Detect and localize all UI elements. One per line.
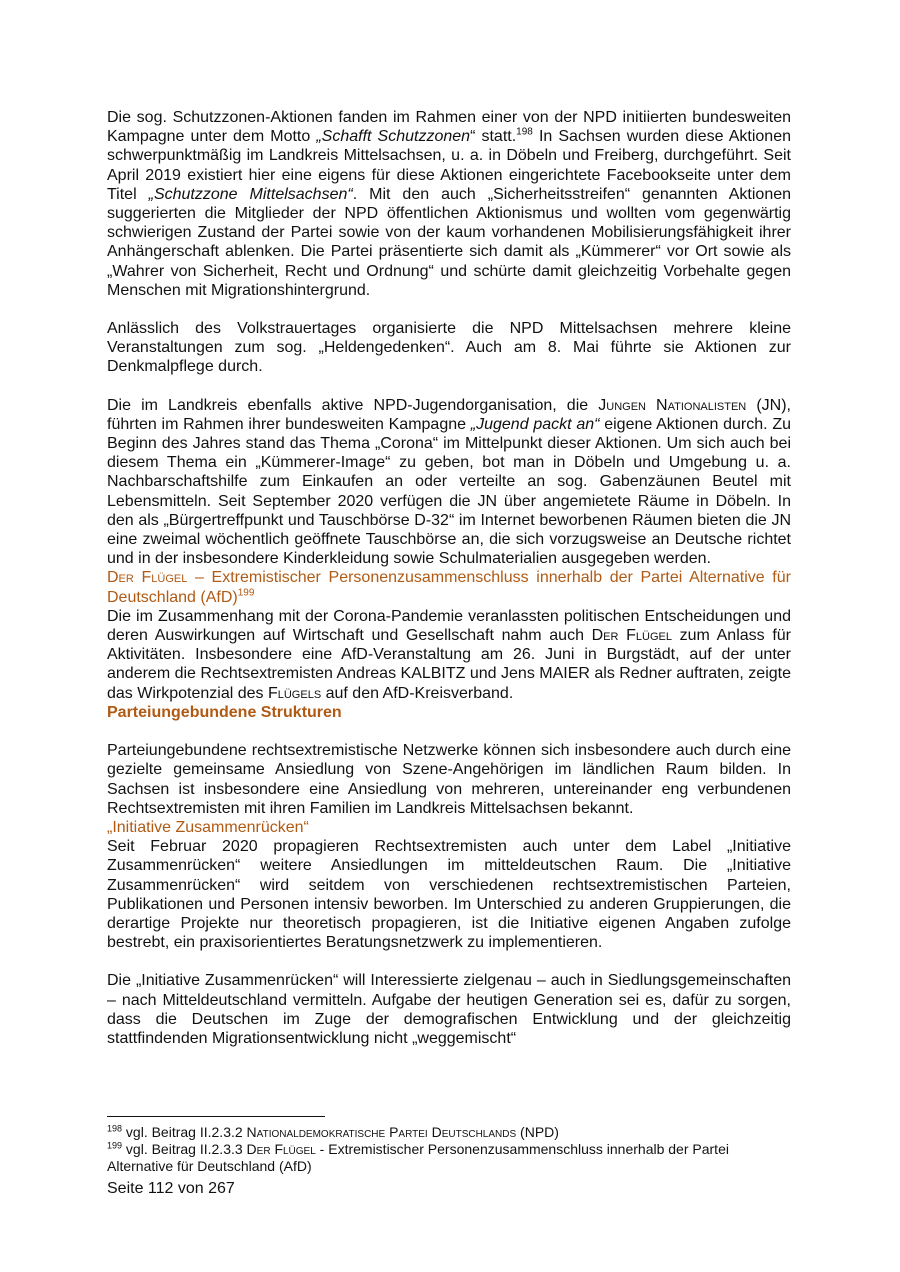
footnote-ref-199[interactable]: 199 xyxy=(237,587,255,599)
heading-parteiungebundene-strukturen: Parteiungebundene Strukturen xyxy=(107,703,342,721)
footnotes xyxy=(107,1124,797,1175)
paragraph-initiative: Seit Februar 2020 propagieren Rechtsextremisten auch unter dem Label „Initiative Zusammenrücken“ weitere Ansiedlungen im mitteldeutschen Raum. Die „Initiative Zusammenrücken“ wird seitdem von verschiedenen rechtsextremistischen Parteien, Publikationen und Personen intensiv beworben. Im Unterschied zu anderen Gruppierungen, die derartige Projekte nur theoretisch propagieren, ist die Initiative eigenen Angaben zufolge bestrebt, ein praxisorientiertes Beratungsnetzwerk zu implementieren. xyxy=(107,838,791,952)
paragraph-jn: Die im Landkreis ebenfalls aktive NPD-Jugendorganisation, die Jungen Nationalisten (JN), führten im Rahmen ihrer bundesweiten Kampagne „Jugend packt an“ eigene Aktionen durch. Zu Beginn des Jahres stand das Thema „Corona“ im Mittelpunkt dieser Aktionen. Um sich auch bei diesem Thema ein „Kümmerer-Image“ zu geben, bot man in Döbeln und Umgebung u. a. Nachbarschaftshilfe zum Einkaufen an oder verteilte an sog. Gabenzäunen Beutel mit Lebensmitteln. Seit September 2020 verfügen die JN über angemietete Räume in Döbeln. In den als „Bürgertreffpunkt und Tauschbörse D-32“ im Internet beworbenen Räumen bieten die JN eine zweimal wöchentlich geöffnete Tauschbörse an, die sich vorzugsweise an Deutsche richtet und in der insbesondere Kinderkleidung sowie Schulmaterialien ausgegeben werden. xyxy=(107,396,792,568)
footnote-199: $^{199}$ vgl. Beitrag II.2.3.3 Der Flügel - Extremistischer Personenzusammenschluss innerhalb der Partei Alternative für Deutschland (AfD) xyxy=(107,1140,729,1174)
page-number: Seite 112 von 267 xyxy=(107,1180,235,1197)
paragraph-netzwerke: Parteiungebundene rechtsextremistische Netzwerke können sich insbesondere auch durch eine gezielte gemeinsame Ansiedlung von Szene-Angehörigen im ländlichen Raum bilden. In Sachsen ist insbesondere eine Ansiedlung von mehreren, untereinander eng verbundenen Rechtsextremisten mit ihren Familien im Landkreis Mittelsachsen bekannt. xyxy=(107,742,791,817)
footnote-divider xyxy=(107,1116,325,1117)
footnote-198: $^{198}$ vgl. Beitrag II.2.3.2 Nationaldemokratische Partei Deutschlands (NPD) xyxy=(107,1123,559,1140)
paragraph-volkstrauertag: Anlässlich des Volkstrauertages organisierte die NPD Mittelsachsen mehrere kleine Veranstaltungen zum sog. „Heldengedenken“. Auch am 8. Mai führte sie Aktionen zur Denkmalpflege durch. xyxy=(107,320,791,376)
paragraph-schutzzonen: Die sog. Schutzzonen-Aktionen fanden im Rahmen einer von der NPD initiierten bundesweiten Kampagne unter dem Motto „Schafft Schutzzonen“ statt.$^{198}$ In Sachsen wurden diese Aktionen schwerpunktmäßig im Landkreis Mittelsachsen, u. a. in Döbeln und Freiberg, durchgeführt. Seit April 2019 existiert hier eine eigens für diese Aktionen eingerichtete Facebookseite unter dem Titel „Schutzzone Mittelsachsen“. Mit den auch „Sicherheitsstreifen“ genannten Aktionen suggerierten die Mitglieder der NPD öffentlichen Aktionismus und wollten vom gegenwärtig schwierigen Zustand der Partei sowie von der kaum vorhandenen Mobilisierungsfähigkeit ihrer Anhängerschaft ablenken. Die Partei präsentierte sich damit als „Kümmerer“ vor Ort sowie als „Wahrer von Sicherheit, Recht und Ordnung“ und schürte damit gleichzeitig Vorbehalte gegen Menschen mit Migrationshintergrund. xyxy=(107,109,792,299)
heading-initiative-zusammenruecken: „Initiative Zusammenrücken“ xyxy=(107,818,309,836)
document-body xyxy=(107,108,791,1048)
footnote-ref-198[interactable]: 198 xyxy=(516,126,533,138)
paragraph-initiative-ziel: Die „Initiative Zusammenrücken“ will Interessierte zielgenau – auch in Siedlungsgemeinschaften – nach Mitteldeutschland vermitteln. Aufgabe der heutigen Generation sei es, dafür zu sorgen, dass die Deutschen im Zuge der demografischen Entwicklung und der gleichzeitig stattfindenden Migrationsentwicklung nicht „weggemischt“ xyxy=(107,972,791,1047)
heading-der-fluegel: Der Flügel – Extremistischer Personenzusammenschluss innerhalb der Partei Alternative für Deutschland (AfD)$^{199}$ xyxy=(107,569,791,606)
paragraph-fluegel: Die im Zusammenhang mit der Corona-Pandemie veranlassten politischen Entscheidungen und deren Auswirkungen auf Wirtschaft und Gesellschaft nahm auch Der Flügel zum Anlass für Aktivitäten. Insbesondere eine AfD-Veranstaltung am 26. Juni in Burgstädt, auf der unter anderem die Rechtsextremisten Andreas KALBITZ und Jens MAIER als Redner auftraten, zeigte das Wirkpotenzial des Flügels auf den AfD-Kreisverband. xyxy=(107,607,791,702)
